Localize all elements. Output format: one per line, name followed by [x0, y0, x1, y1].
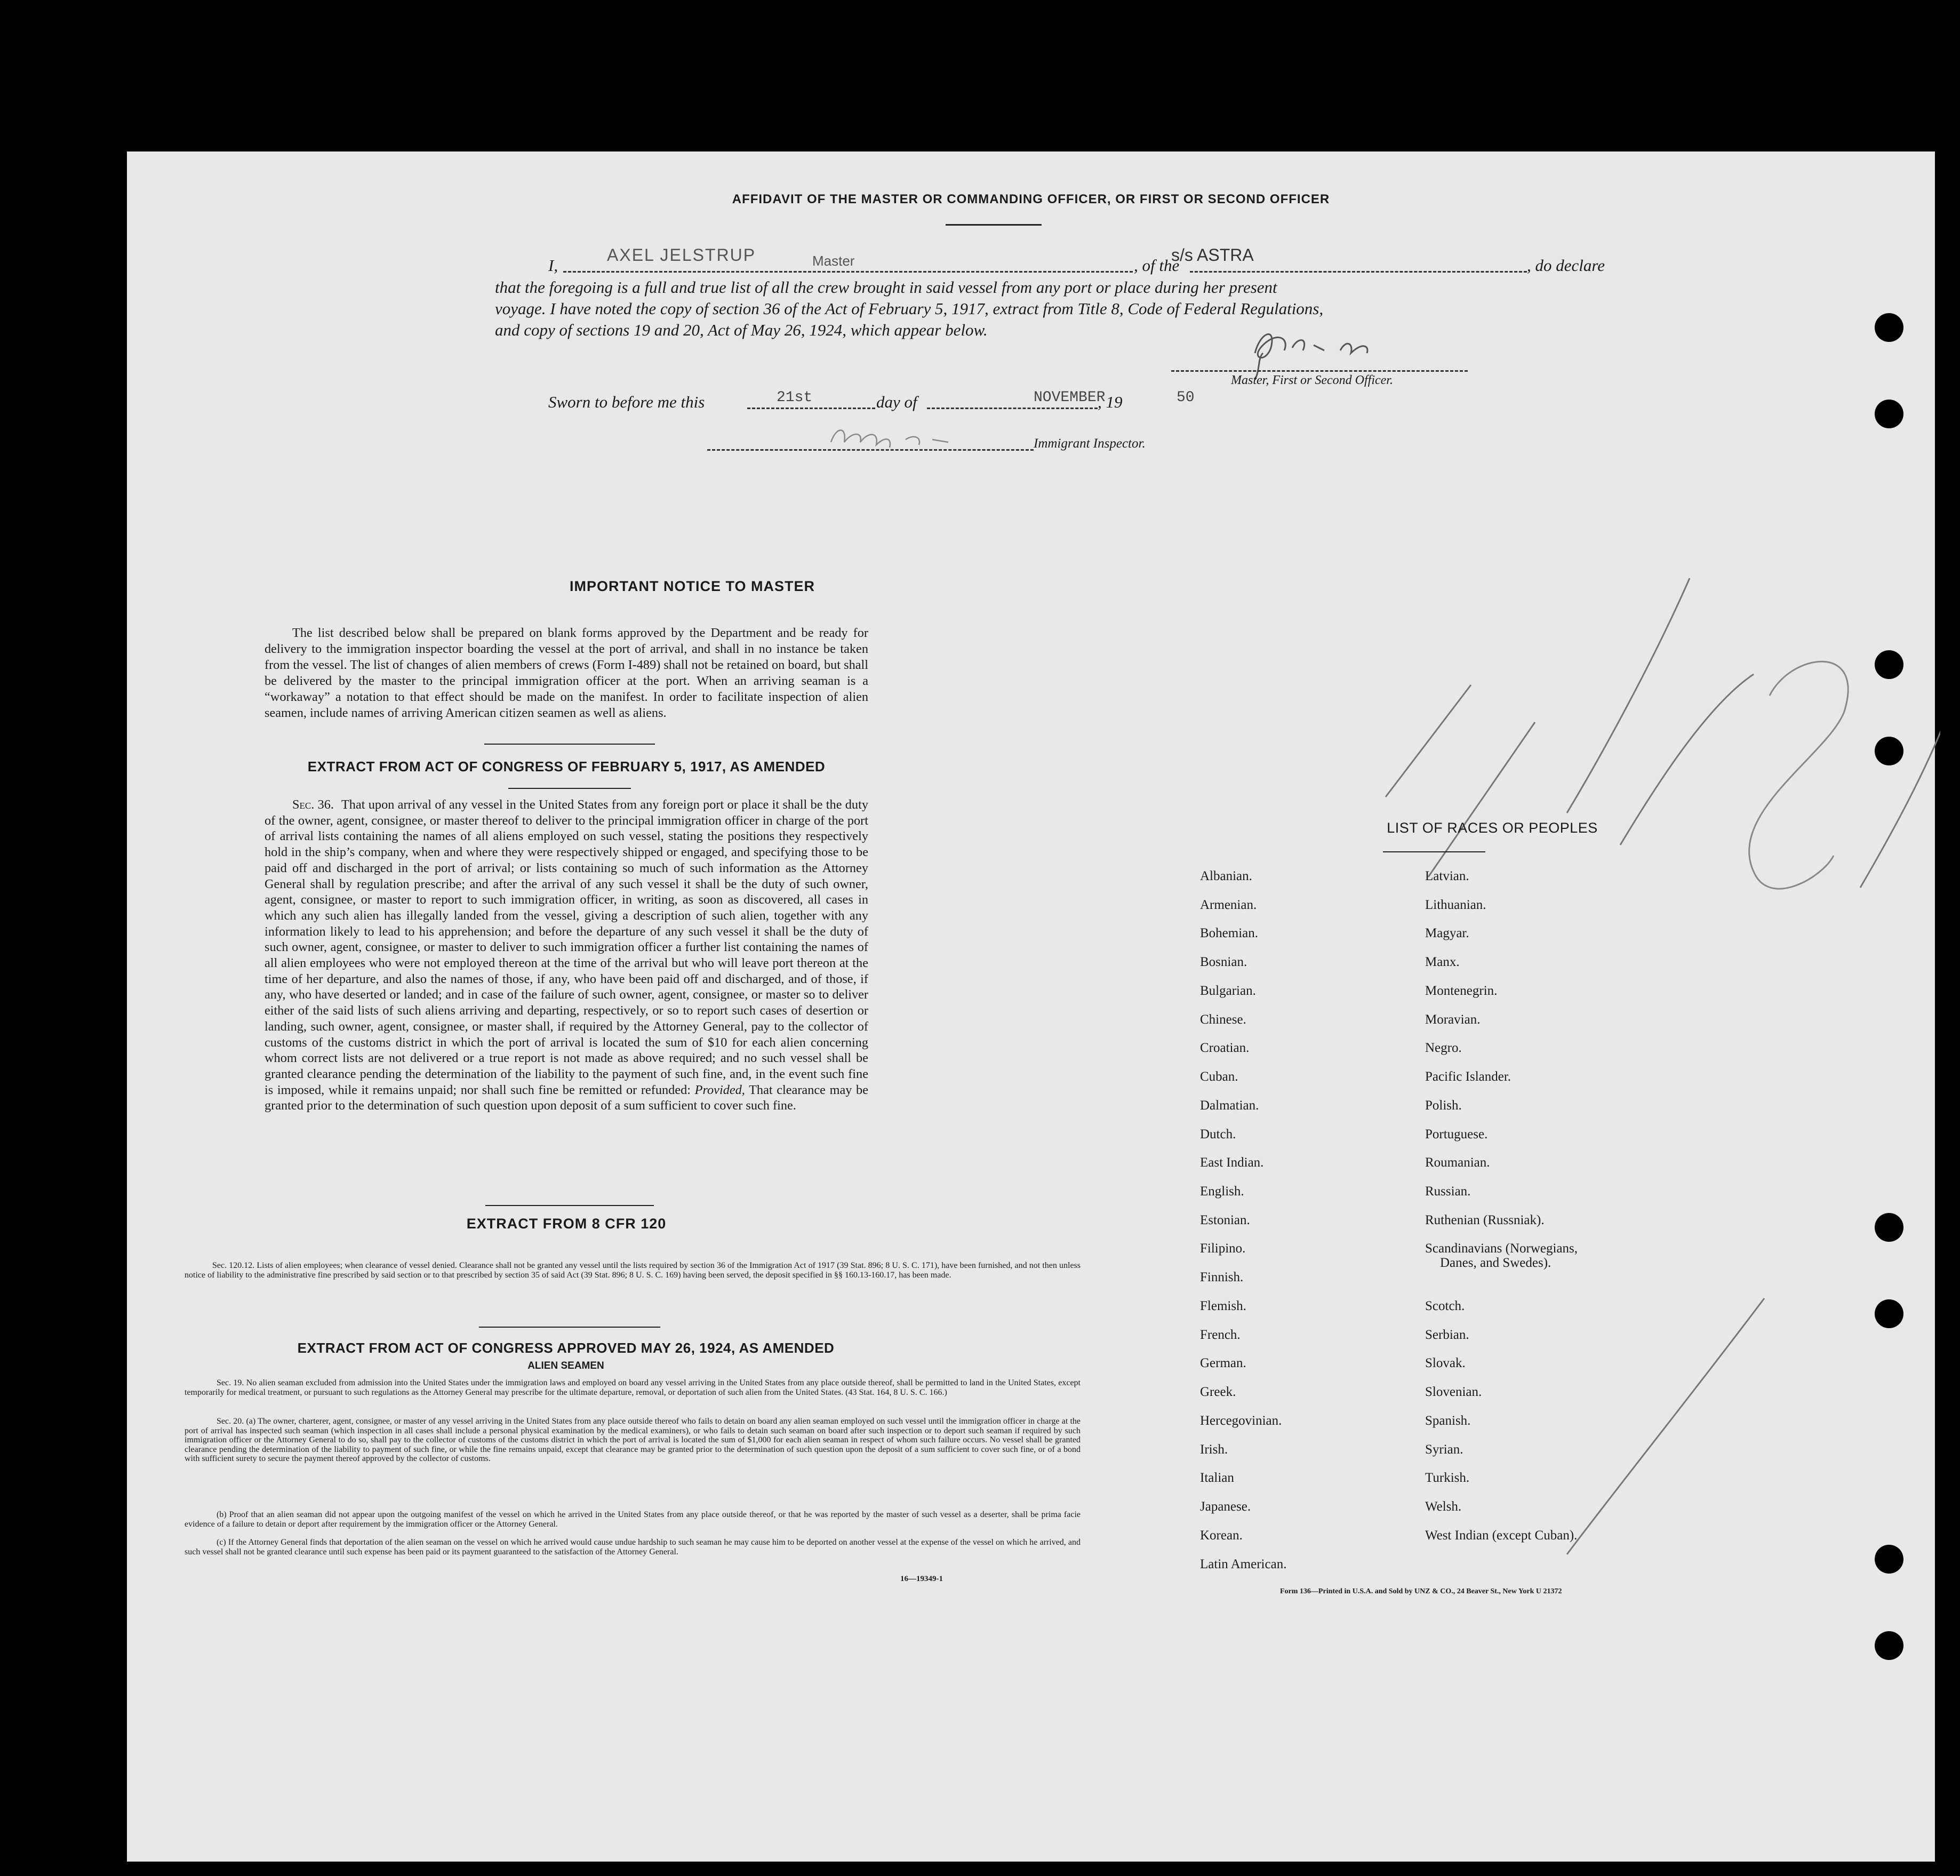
handwritten-number-marks	[1247, 504, 1940, 1037]
sworn-text: Sworn to before me this	[548, 393, 705, 411]
sec-36-text: That upon arrival of any vessel in the United States from any foreign port or place it shall be the duty of the owner, agent, consignee, or master thereof to deliver to the principal immigration officer in charge of the port of arrival lists containing the names of all aliens employed on such vessel, stating the positions they respectively hold in the ship’s company, when and where they were respectively shipped or engaged, and specifying those to be paid off and discharged in the port of arrival; or lists containing so much of such information as the Attorney General shall by regulation prescribe; and after the arrival of any such vessel it shall be the duty of such owner, agent, consignee, or master to report to such immigration officer, in writing, as soon as discovered, all cases in which any such alien has illegally landed from the vessel, giving a description of such alien, together with any information likely to lead to his apprehension; and before the departure of any such vessel it shall be the duty of such owner, agent, consignee, or master to deliver to such immigration officer a further list containing the names of all alien employees who were not employed thereon at the time of the arrival but who will leave port thereon at the time of her departure, and also the names of those, if any, who have been paid off and discharged, and of those, if any, who have deserted or landed; and in case of the failure of such owner, agent, consignee, or master so to deliver either of the said lists of such aliens arriving and departing, respectively, or so to report such cases of desertion or landing, such owner, agent, consignee, or master shall, if required by the Attorney General, pay to the collector of customs of the customs district in which the port of arrival is located the sum of $10 for each alien concerning whom correct lists are not delivered or a true report is not made as above required; and no such vessel shall be granted clearance pending the determination of the liability to the payment of such fine, and, in the event such fine is imposed, while it remains unpaid; nor shall such fine be remitted or refunded:	[265, 797, 868, 1097]
race-item: Russian.	[1425, 1184, 1471, 1199]
extract-1924-subtitle: ALIEN SEAMEN	[527, 1360, 604, 1371]
race-item: Syrian.	[1425, 1442, 1463, 1457]
race-item: Estonian.	[1200, 1213, 1250, 1227]
sec-36-end: That clearance may be granted prior to the determination of such question upon deposit of a sum sufficient to cover such fine.	[265, 1082, 868, 1113]
binder-hole	[1875, 737, 1903, 765]
race-item: Flemish.	[1200, 1299, 1246, 1313]
do-declare-text: , do declare	[1527, 256, 1605, 275]
signature-caption: Master, First or Second Officer.	[1231, 373, 1393, 387]
sec-20c-text: (c) If the Attorney General finds that deportation of the alien seaman on the vessel on which he arrived would cause undue hardship to such seaman he may cause him to be deported on another vessel at the expense of the vessel on which he arrived, and such vessel shall not be granted clearance until such expense has been paid or its payment guaranteed to the satisfaction of the Attorney General.	[185, 1538, 1081, 1556]
of-the-text: , of the	[1134, 256, 1180, 275]
document-sheet	[127, 151, 1935, 1862]
race-item: Dutch.	[1200, 1127, 1236, 1141]
race-item: Negro.	[1425, 1041, 1462, 1055]
provided-word: Provided,	[694, 1082, 745, 1097]
race-item: Manx.	[1425, 955, 1460, 969]
race-item: West Indian (except Cuban).	[1425, 1528, 1578, 1543]
race-item: Korean.	[1200, 1528, 1243, 1543]
signature-line	[1171, 370, 1468, 372]
race-item: Filipino.	[1200, 1241, 1246, 1256]
vessel-line	[1190, 271, 1527, 273]
race-item: English.	[1200, 1184, 1244, 1199]
race-item: Pacific Islander.	[1425, 1069, 1511, 1084]
sworn-month: NOVEMBER	[1034, 389, 1106, 406]
race-item: Greek.	[1200, 1385, 1236, 1399]
binder-hole	[1875, 650, 1903, 679]
extract-1917-body	[265, 797, 868, 1114]
cfr-body: Sec. 120.12. Lists of alien employees; when clearance of vessel denied. Clearance shall not be granted any vessel until the lists required by section 36 of the Immigration Act of 1917 (39 Stat. 896; 8 U. S. C. 171), have been furnished, and not then unless notice of liability to the administrative fine prescribed by said section or to that prescribed by section 35 of said Act (39 Stat. 896; 8 U. S. C. 169) having been served, the deposit specified in §§ 160.13-160.17, has been made.	[185, 1261, 1081, 1280]
binder-hole	[1875, 1631, 1903, 1660]
affidavit-i: I,	[548, 256, 558, 275]
race-item: Ruthenian (Russniak).	[1425, 1213, 1545, 1227]
binder-hole	[1875, 1545, 1903, 1574]
race-item: Dalmatian.	[1200, 1098, 1259, 1113]
sec-20b-text: (b) Proof that an alien seaman did not appear upon the outgoing manifest of the vessel on which he arrived in the United States from any place outside thereof, or that he was reported by the master of such vessel as a deserter, shall be prima facie evidence of a failure to detain or deport after requirement by the immigration officer or the Attorney General.	[185, 1510, 1081, 1529]
race-item: German.	[1200, 1356, 1246, 1370]
race-item: Hercegovinian.	[1200, 1414, 1282, 1428]
race-item: Lithuanian.	[1425, 898, 1486, 912]
race-item: Montenegrin.	[1425, 984, 1498, 998]
race-item: Slovak.	[1425, 1356, 1466, 1370]
race-item: French.	[1200, 1328, 1241, 1342]
race-item: Bosnian.	[1200, 955, 1247, 969]
binder-hole	[1875, 313, 1903, 342]
sec-36-label: Sec. 36.	[292, 797, 334, 812]
affidavit-title: AFFIDAVIT OF THE MASTER OR COMMANDING OFFICER, OR FIRST OR SECOND OFFICER	[732, 192, 1330, 206]
race-item: Scotch.	[1425, 1299, 1465, 1313]
title-rule	[946, 224, 1042, 226]
extract-1917-rule	[508, 788, 631, 789]
inspector-line	[707, 449, 1034, 451]
cfr-bottom-rule	[479, 1327, 660, 1328]
sec-19-text: Sec. 19. No alien seaman excluded from admission into the United States under the immigration laws and employed on board any vessel arriving in the United States from any place outside thereof, shall be permitted to land in the United States, except temporarily for medical treatment, or pursuant to such regulations as the Attorney General may prescribe for the ultimate departure, removal, or deportation of such alien from the United States. (43 Stat. 164, 8 U. S. C. 166.)	[185, 1378, 1081, 1397]
race-item: Polish.	[1425, 1098, 1462, 1113]
races-title: LIST OF RACES OR PEOPLES	[1387, 820, 1598, 836]
rank-word: Master	[812, 253, 855, 269]
race-item: Latvian.	[1425, 869, 1469, 883]
race-item: Welsh.	[1425, 1499, 1462, 1514]
sec-20a-text: Sec. 20. (a) The owner, charterer, agent, consignee, or master of any vessel arriving in the United States from any place outside thereof who fails to detain on board any alien seaman employed on such vessel until the immigration officer in charge at the port of arrival has inspected such seaman (which inspection in all cases shall include a personal physical examination by the medical examiners), or who fails to detain such seaman on board after such inspection or to deport such seaman if required by such immigration officer or the Attorney General to do so, shall pay to the collector of customs of the customs district in which the port of arrival is located the sum of $1,000 for each alien seaman in respect of whom such failure occurs. No vessel shall be granted clearance pending the determination of the liability to payment of such fine, or while the fine remains unpaid, except that clearance may be granted prior to the determination of such question upon the deposit of a sum sufficient to cover such fine, or of a bond with sufficient surety to secure the payment thereof approved by the collector of customs.	[185, 1417, 1081, 1463]
form-code: 16—19349-1	[900, 1575, 943, 1583]
day-of-text: day of	[876, 393, 917, 411]
cfr-top-rule	[485, 1205, 654, 1206]
binder-hole	[1875, 400, 1903, 428]
races-rule	[1383, 851, 1485, 852]
inspector-caption: Immigrant Inspector.	[1034, 436, 1146, 451]
race-item: Turkish.	[1425, 1471, 1470, 1485]
race-item: East Indian.	[1200, 1155, 1264, 1170]
sworn-day-line	[747, 408, 875, 409]
race-item: Danes, and Swedes).	[1440, 1256, 1551, 1270]
cfr-title: EXTRACT FROM 8 CFR 120	[466, 1216, 667, 1232]
race-item: Chinese.	[1200, 1012, 1246, 1027]
race-item: Moravian.	[1425, 1012, 1481, 1027]
race-item: Armenian.	[1200, 898, 1257, 912]
affidavit-line-4: and copy of sections 19 and 20, Act of May 26, 1924, which appear below.	[495, 321, 988, 339]
master-name: AXEL JELSTRUP	[607, 245, 756, 265]
notice-title: IMPORTANT NOTICE TO MASTER	[570, 578, 815, 594]
vessel-name: s/s ASTRA	[1171, 245, 1254, 265]
race-item: Irish.	[1200, 1442, 1228, 1457]
sworn-day: 21st	[777, 389, 813, 406]
binder-hole	[1875, 1299, 1903, 1328]
race-item: Bulgarian.	[1200, 984, 1256, 998]
race-item: Italian	[1200, 1471, 1234, 1485]
form-footer: Form 136—Printed in U.S.A. and Sold by UNZ & CO., 24 Beaver St., New York U 21372	[1280, 1587, 1562, 1595]
affidavit-line-3: voyage. I have noted the copy of section 36 of the Act of February 5, 1917, extract from Title 8, Code of Federal Regulations,	[495, 299, 1324, 318]
binder-hole	[1875, 1213, 1903, 1242]
sworn-month-line	[927, 408, 1098, 409]
race-item: Serbian.	[1425, 1328, 1469, 1342]
handwritten-slash-mark	[1551, 1288, 1775, 1565]
race-item: Roumanian.	[1425, 1155, 1490, 1170]
affidavit-line-2: that the foregoing is a full and true list of all the crew brought in said vessel from any port or place during her present	[495, 278, 1277, 297]
race-item: Japanese.	[1200, 1499, 1251, 1514]
notice-rule	[484, 744, 655, 745]
master-name-line	[563, 271, 1133, 273]
year-suffix: 50	[1177, 389, 1195, 406]
race-item: Portuguese.	[1425, 1127, 1488, 1141]
race-item: Croatian.	[1200, 1041, 1250, 1055]
race-item: Cuban.	[1200, 1069, 1238, 1084]
extract-1924-title: EXTRACT FROM ACT OF CONGRESS APPROVED MAY 26, 1924, AS AMENDED	[297, 1340, 835, 1356]
extract-1917-title: EXTRACT FROM ACT OF CONGRESS OF FEBRUARY 5, 1917, AS AMENDED	[307, 759, 826, 775]
race-item: Spanish.	[1425, 1414, 1471, 1428]
race-item: Finnish.	[1200, 1270, 1244, 1284]
race-item: Magyar.	[1425, 926, 1469, 940]
year-prefix: , 19	[1098, 393, 1123, 411]
race-item: Latin American.	[1200, 1557, 1287, 1571]
notice-body: The list described below shall be prepared on blank forms approved by the Department and be ready for delivery to the immigration inspector boarding the vessel at the port of arrival, and shall in no instance be taken from the vessel. The list of changes of alien members of crews (Form I-489) shall not be retained on board, but shall be delivered by the master to the principal immigration officer at the port. When an arriving seaman is a “workaway” a notation to that effect should be made on the manifest. In order to facilitate inspection of alien seamen, include names of arriving American citizen seamen as well as aliens.	[265, 626, 868, 720]
inspector-signature	[820, 416, 970, 458]
race-item: Scandinavians (Norwegians,	[1425, 1241, 1578, 1256]
race-item: Bohemian.	[1200, 926, 1259, 940]
race-item: Slovenian.	[1425, 1385, 1482, 1399]
race-item: Albanian.	[1200, 869, 1252, 883]
